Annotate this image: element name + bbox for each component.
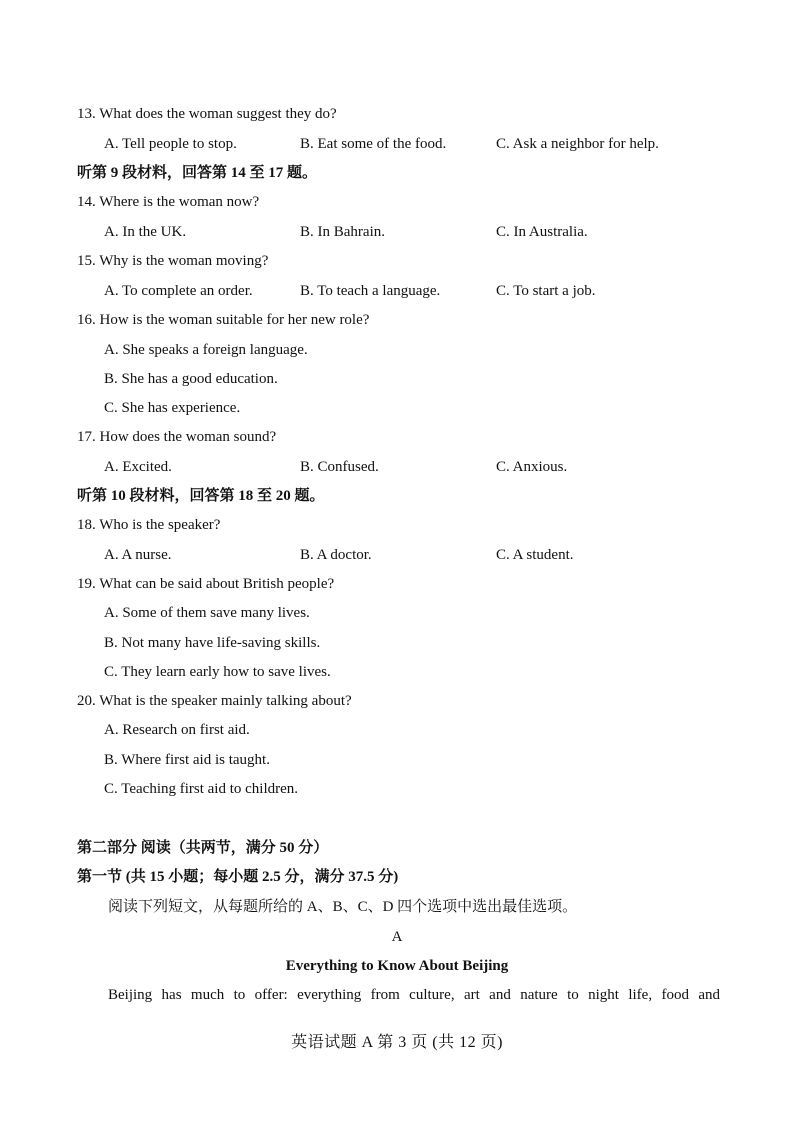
- question-17-option-b: B. Confused.: [300, 459, 379, 475]
- question-18-stem: 18. Who is the speaker?: [77, 517, 221, 533]
- question-15-option-b: B. To teach a language.: [300, 283, 441, 299]
- question-20-option-c: C. Teaching first aid to children.: [104, 781, 299, 797]
- page-footer: 英语试题 A 第 3 页 (共 12 页): [291, 1034, 503, 1051]
- question-18-option-c: C. A student.: [496, 547, 574, 563]
- part-2-subheading: 第一节 (共 15 小题；每小题 2.5 分，满分 37.5 分): [77, 869, 399, 885]
- question-15-stem: 15. Why is the woman moving?: [77, 253, 269, 269]
- question-19-option-a: A. Some of them save many lives.: [104, 605, 310, 621]
- reading-instruction: 阅读下列短文，从每题所给的 A、B、C、D 四个选项中选出最佳选项。: [108, 899, 578, 915]
- section-9-heading: 听第 9 段材料，回答第 14 至 17 题。: [77, 165, 318, 181]
- question-15-option-c: C. To start a job.: [496, 283, 596, 299]
- question-13-option-a: A. Tell people to stop.: [104, 136, 237, 152]
- question-13-option-c: C. Ask a neighbor for help.: [496, 136, 659, 152]
- question-14-option-c: C. In Australia.: [496, 224, 588, 240]
- passage-title: Everything to Know About Beijing: [285, 958, 509, 974]
- question-20-stem: 20. What is the speaker mainly talking about?: [77, 693, 352, 709]
- part-2-heading: 第二部分 阅读（共两节，满分 50 分）: [77, 840, 329, 856]
- question-20-option-b: B. Where first aid is taught.: [104, 752, 270, 768]
- question-14-option-a: A. In the UK.: [104, 224, 187, 240]
- question-16-option-a: A. She speaks a foreign language.: [104, 342, 308, 358]
- question-14-option-b: B. In Bahrain.: [300, 224, 385, 240]
- question-14-stem: 14. Where is the woman now?: [77, 194, 260, 210]
- question-18-option-b: B. A doctor.: [300, 547, 372, 563]
- question-19-stem: 19. What can be said about British people?: [77, 576, 335, 592]
- question-17-option-c: C. Anxious.: [496, 459, 568, 475]
- question-17-option-a: A. Excited.: [104, 459, 172, 475]
- passage-letter: A: [391, 929, 403, 945]
- question-20-option-a: A. Research on first aid.: [104, 722, 250, 738]
- section-10-heading: 听第 10 段材料，回答第 18 至 20 题。: [77, 488, 325, 504]
- question-16-option-b: B. She has a good education.: [104, 371, 278, 387]
- question-19-option-c: C. They learn early how to save lives.: [104, 664, 331, 680]
- question-13-stem: 13. What does the woman suggest they do?: [77, 106, 337, 122]
- question-16-option-c: C. She has experience.: [104, 400, 241, 416]
- question-17-stem: 17. How does the woman sound?: [77, 429, 277, 445]
- question-15-option-a: A. To complete an order.: [104, 283, 253, 299]
- question-16-stem: 16. How is the woman suitable for her new role?: [77, 312, 370, 328]
- question-19-option-b: B. Not many have life-saving skills.: [104, 635, 321, 651]
- question-18-option-a: A. A nurse.: [104, 547, 172, 563]
- question-13-option-b: B. Eat some of the food.: [300, 136, 447, 152]
- passage-first-line: Beijing has much to offer: everything from culture, art and nature to night life, food and: [108, 987, 720, 1003]
